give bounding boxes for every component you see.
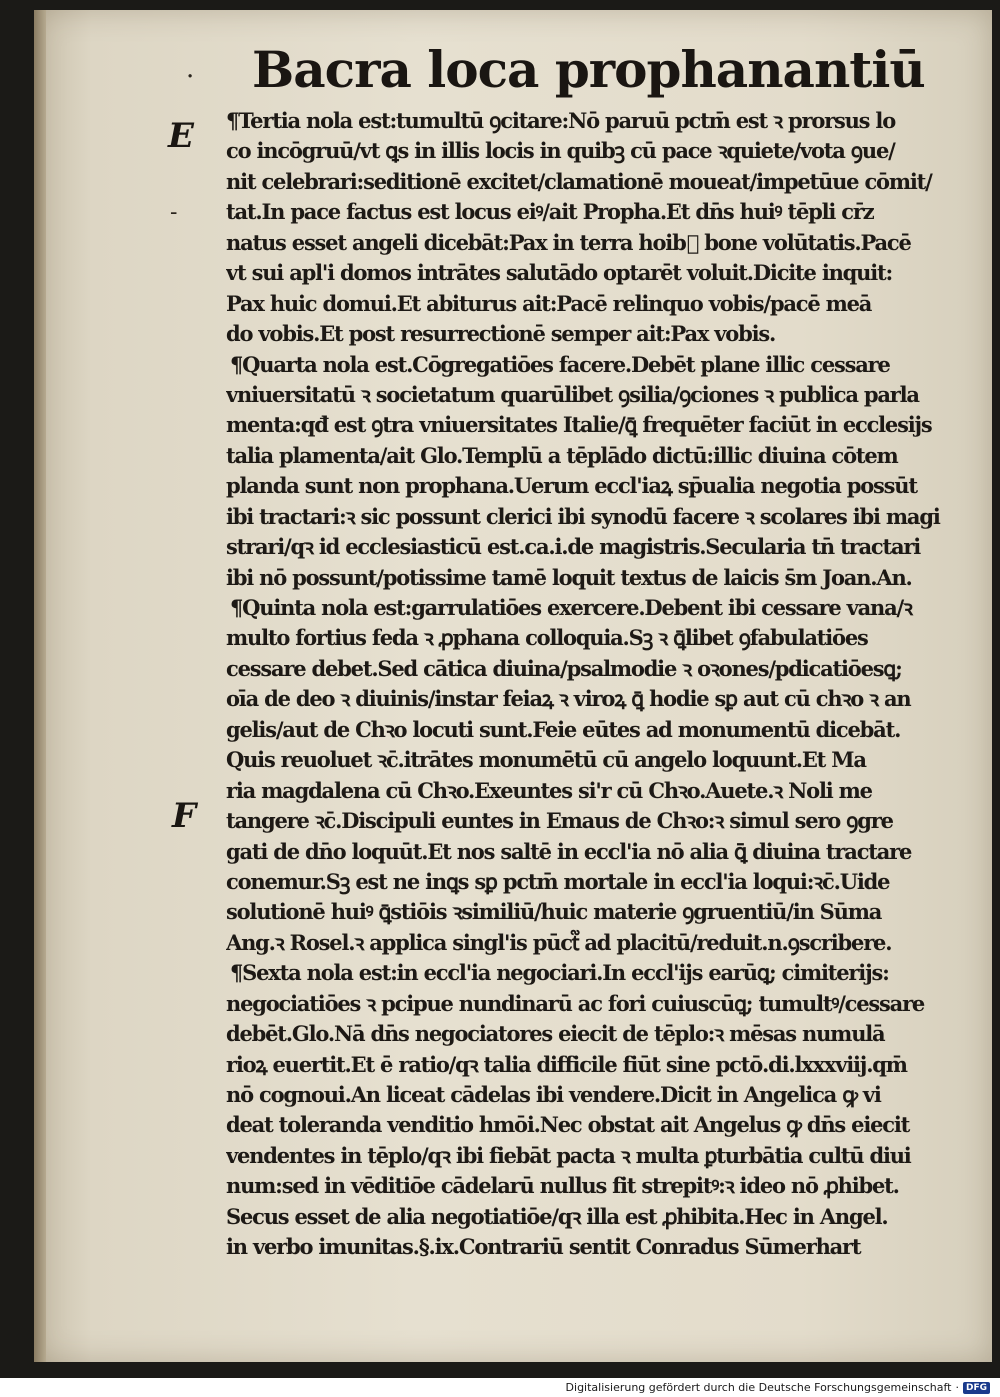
text-line: ibi tractari:ꝛ sic possunt clerici ibi synodū facere ꝛ scolares ibi magi	[226, 503, 940, 529]
text-line: multo fortius feda ꝛ ꝓphana colloquia.Sꝫ ꝛ ꝗ̄libet ꝯfabulatiōes	[226, 625, 868, 651]
running-head: Bacra loca prophanantiū	[252, 40, 925, 99]
text-line: ¶Quarta nola est.Cōgregatiōes facere.Debēt plane illic cessare	[230, 351, 890, 377]
text-line: Pax huic domui.Et abiturus ait:Pacē relinquo vobis/pacē meā	[226, 290, 872, 316]
text-line: tangere ꝛc̄.Discipuli euntes in Emaus de Chꝛo:ꝛ simul sero ꝯgre	[226, 808, 893, 834]
margin-mark: -	[170, 200, 178, 225]
text-line: nō cognoui.An liceat cādelas ibi vendere.Dicit in Angelica ꝙ vi	[226, 1082, 881, 1107]
text-line: oīa de deo ꝛ diuinis/instar feiaꝝ ꝛ viroꝝ ꝗ̄ hodie sꝑ aut cū chꝛo ꝛ an	[226, 686, 911, 712]
text-line: co incōgruū/vt ꝗs in illis locis in quibꝫ cū pace ꝛquiete/vota ꝯue/	[226, 138, 895, 164]
text-line: negociatiōes ꝛ pcipue nundinarū ac fori cuiuscūꝗ; tumultꝰ/cessare	[226, 990, 925, 1016]
text-line: cessare debet.Sed cātica diuina/psalmodie ꝛ oꝛones/pdicatiōesꝗ;	[226, 655, 902, 681]
text-line: ¶Quinta nola est:garrulatiōes exercere.Debent ibi cessare vana/ꝛ	[230, 595, 912, 620]
text-line: Quis reuoluet ꝛc̄.itrātes monumētū cū angelo loquunt.Et Ma	[226, 747, 866, 773]
text-line: talia plamenta/ait Glo.Templū a tēplādo dictū:illic diuina cōtem	[226, 442, 898, 468]
text-line: ¶Tertia nola est:tumultū ꝯcitare:Nō paruū pctm̄ est ꝛ prorsus lo	[226, 108, 895, 133]
text-block	[226, 106, 968, 1263]
text-line: gelis/aut de Chꝛo locuti sunt.Feie eūtes ad monumentū dicebāt.	[226, 716, 901, 742]
text-line: vendentes in tēplo/qꝛ ibi fiebāt pacta ꝛ multa ꝑturbātia cultū diui	[226, 1142, 911, 1168]
running-head-mark: ·	[186, 62, 195, 92]
text-line: gati de dn̄o loquūt.Et nos saltē in eccl'ia nō alia ꝗ̄ diuina tractare	[226, 838, 912, 864]
text-line: nit celebrari:seditionē excitet/clamationē moueat/impetūue cōmit/	[226, 168, 932, 194]
text-line: ibi nō possunt/potissime tamē loquit textus de laicis s̄m Joan.An.	[226, 564, 912, 590]
text-line: Ang.ꝛ Rosel.ꝛ applica singl'is pūct᷑ ad placitū/reduit.n.ꝯscribere.	[226, 929, 892, 955]
text-line: natus esset angeli dicebāt:Pax in terra hoib᷑ bone volūtatis.Pacē	[226, 229, 911, 255]
page-edge	[34, 10, 46, 1362]
text-line: debēt.Glo.Nā dn̄s negociatores eiecit de tēplo:ꝛ mēsas numulā	[226, 1021, 885, 1047]
text-line: menta:qđ est ꝯtra vniuersitates Italie/ꝗ̄ frequēter faciūt in ecclesijs	[226, 412, 932, 438]
margin-letter-e: E	[168, 116, 194, 156]
margin-letter-f: F	[172, 796, 197, 836]
text-line: solutionē huiꝰ ꝗ̄stiōis ꝛsimiliū/huic materie ꝯgruentiū/in Sūma	[226, 899, 882, 925]
text-line: planda sunt non prophana.Uerum eccl'iaꝝ sp̄ualia negotia possūt	[226, 473, 917, 499]
text-line: deat toleranda venditio hmōi.Nec obstat ait Angelus ꝙ dn̄s eiecit	[226, 1112, 910, 1138]
text-line: conemur.Sꝫ est ne inꝗs sꝑ pctm̄ mortale in eccl'ia loqui:ꝛc̄.Uide	[226, 868, 890, 894]
text-line: vt sui apl'i domos intrātes salutādo optarēt voluit.Dicite inquit:	[226, 260, 893, 286]
text-line: num:sed in vēditiōe cādelarū nullus fit strepitꝰ:ꝛ ideo nō ꝓhibet.	[226, 1173, 899, 1199]
text-line: do vobis.Et post resurrectionē semper ait:Pax vobis.	[226, 321, 776, 347]
dfg-logo: DFG	[963, 1382, 990, 1394]
text-line: vniuersitatū ꝛ societatum quarūlibet ꝯsilia/ꝯciones ꝛ publica parla	[226, 381, 919, 407]
text-line: tat.In pace factus est locus eiꝰ/ait Propha.Et dn̄s huiꝰ tēpli cr̄z	[226, 199, 874, 225]
digitization-credit: Digitalisierung gefördert durch die Deutsche Forschungsgemeinschaft · DFG	[566, 1381, 990, 1394]
credit-text: Digitalisierung gefördert durch die Deutsche Forschungsgemeinschaft	[565, 1381, 952, 1394]
text-line: in verbo imunitas.§.ix.Contrariū sentit Conradus Sūmerhart	[226, 1234, 861, 1260]
text-line: rioꝝ euertit.Et ē ratio/qꝛ talia difficile fiūt sine pctō.di.lxxxviij.qm̄	[226, 1051, 907, 1077]
text-line: ria magdalena cū Chꝛo.Exeuntes si'r cū Chꝛo.Auete.ꝛ Noli me	[226, 777, 872, 803]
text-line: ¶Sexta nola est:in eccl'ia negociari.In eccl'ijs earūꝗ; cimiterijs:	[230, 960, 889, 986]
text-line: strari/qꝛ id ecclesiasticū est.ca.i.de magistris.Secularia tn̄ tractari	[226, 534, 921, 560]
text-line: Secus esset de alia negotiatiōe/qꝛ illa est ꝓhibita.Hec in Angel.	[226, 1203, 888, 1229]
